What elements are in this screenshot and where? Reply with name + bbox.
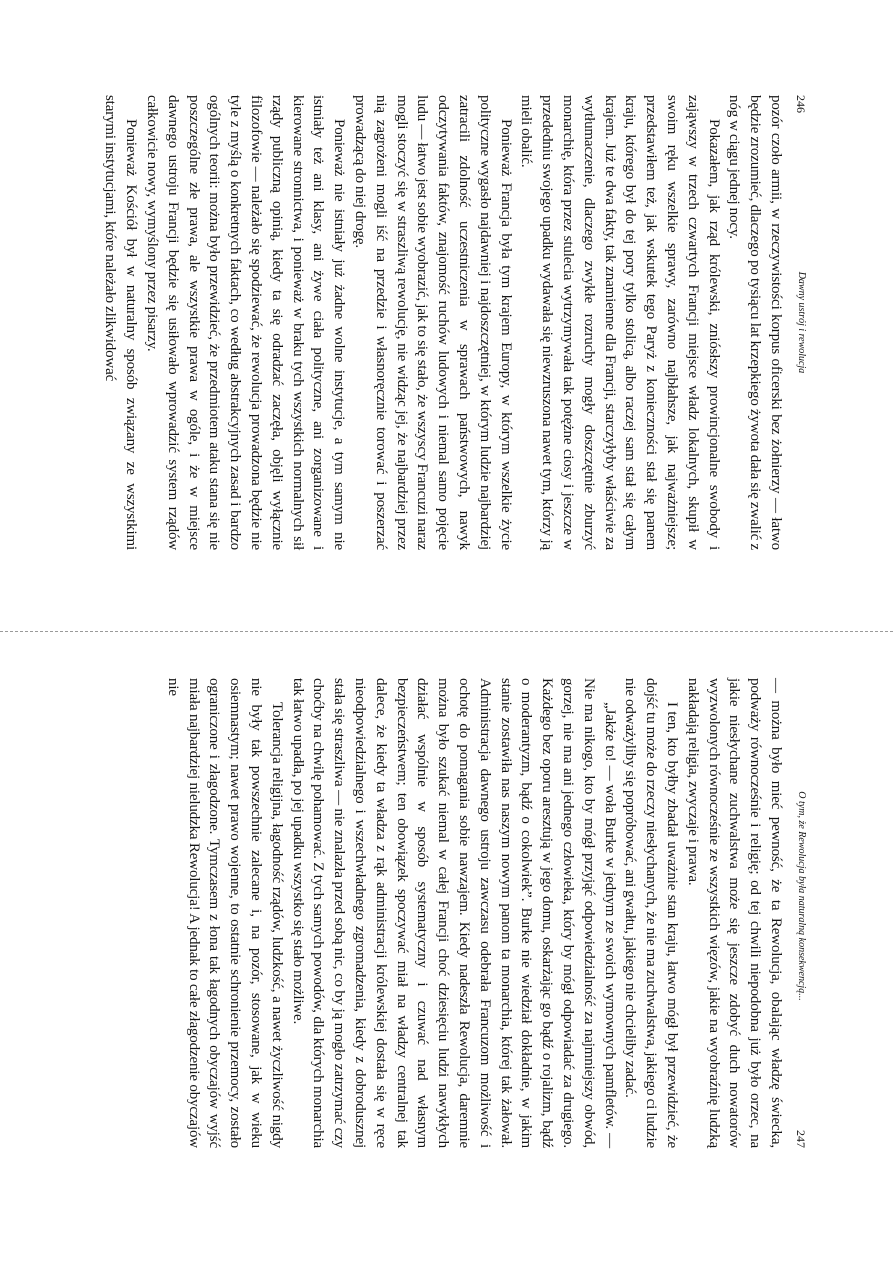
paragraph: I ten, kto byłby zbadał uważnie stan kraju, łatwo mógł był przewidzieć, że dojść tu może do rzeczy niesłychanych, że nie ma zuchwalstwa, jakiego ci ludzie nie odważyliby się popróbować, ani gwałtu, jakiego nie chcieliby zadać. — [622, 678, 681, 1148]
page-number-left: 246 — [794, 95, 808, 113]
running-head-title-left: Dawny ustrój i rewolucja — [796, 271, 807, 374]
running-head-left — [790, 95, 812, 550]
paragraph: Tolerancja religijna, łagodność rządów, ludzkość, a nawet życzliwość nigdy nie były tak powszechnie zalecane i, na pozór, stosowane, jak w wieku osiemnastym; nawet prawo wojenne, to ostatnie schronienie przemocy, zostało ograniczone i złagodzone. Tymczasem z łona tak łagodnych obyczajów wyjść miała najbardziej nieludzka Rewolucja! A jednak to całe złagodzenie obyczajów nie — [164, 678, 285, 1148]
running-head-right — [790, 678, 812, 1148]
right-page — [85, 678, 812, 1148]
paragraph: pozór czoło armii, w rzeczywistości korpus oficerski bez żołnierzy — łatwo będzie zrozumieć, dlaczego po tysiącu lat krzepkiego żywota dała się zwalić z nóg w ciągu jednej nocy. — [726, 95, 784, 550]
left-page-body — [100, 95, 786, 550]
running-head-title-right: O tym, że Rewolucja była naturalną konsekwencją... — [796, 791, 807, 1001]
left-page — [85, 95, 812, 550]
paragraph: — można było mieć pewność, że ta Rewolucja, obalając władzę świecka, podważy równocześnie i religię; od tej chwili niepodobna już było orzec, na jakie niesłychane zuchwalstwa może się jeszcze zdobyć duch nowatorów wyzwolonych równocześnie ze wszystkich więzów, jakie na wyobraźnię ludzką nakładają religia, zwyczaje i prawa. — [684, 678, 784, 1148]
paragraph: „Jakże to! — woła Burke w jednym ze swoich wymownych pamfletów. — Nie ma nikogo, kto by mógł przyjąć odpowiedzialność za najmniejszy obwód, gorzej, nie ma ani jednego człowieka, który by mógł odpowiadać za drugiego. Każdego bez oporu aresztują w jego domu, oskarżając go bądź o rojalizm, bądź o moderantyzm, bądź o cokolwiek”. Burke nie wiedział dokładnie, w jakim stanie zostawiła nas naszym nowym panom ta monarchia, której tak żałował. Administracja dawnego ustroju zawczasu odebrała Francuzom możliwość i ochotę do pomagania sobie nawzajem. Kiedy nadeszła Rewolucja, daremnie można było szukać niemal w całej Francji choć dziesięciu ludzi nawykłych działać wspólnie w sposób systematyczny i czuwać nad własnym bezpieczeństwem; ten obowiązek spoczywać miał na władzy centralnej tak dalece, że kiedy ta władza z rąk administracji królewskiej dostała się w ręce nieodpowiedzialnego i wszechwładnego zgromadzenia, kiedy z dobrodusznej stała się straszliwa — nie znalazła przed sobą nic, co by ją mogło zatrzymać czy choćby na chwilę pohamować. Z tych samych powodów, dla których monarchia tak łatwo upadła, po jej upadku wszystko się stało możliwe. — [289, 678, 618, 1148]
paragraph: Ponieważ Kościół był w naturalny sposób związany ze wszystkimi starymi instytucjami, które należało zlikwidować — [102, 95, 140, 550]
page-gutter-divider — [0, 631, 893, 632]
right-page-body — [162, 678, 786, 1148]
paragraph: Ponieważ Francja była tym krajem Europy, w którym wszelkie życie polityczne wygasło najdawniej i najdoszczętniej, w którym ludzie najbardziej zatracili zdolność uczestniczenia w sprawach państwowych, nawyk odczytywania faktów, znajomość ruchów ludowych i niemal samo pojęcie ludu — łatwo jest sobie wyobrazić, jak to się stało, że wszyscy Francuzi naraz mogli stoczyć się w straszliwą rewolucję, nie widząc jej, że najbardziej przez nią zagrożeni mogli iść na przedzie i własnoręcznie torować i poszerzać prowadzącą do niej drogę. — [352, 95, 514, 550]
paragraph: Pokazałem, jak rząd królewski, zniósłszy prowincjonalne swobody i zająwszy w trzech czwartych Francji miejsce władz lokalnych, skupił w swoim ręku wszelkie sprawy, zarówno najbłahsze, jak najważniejsze; przedstawiłem też, jak wskutek tego Paryż z konieczności stał się panem kraju, którego był do tej pory tylko stolicą, albo raczej sam stał się całym krajem. Już te dwa fakty, tak znamienne dla Francji, starczyłyby właściwie za wytłumaczenie, dlaczego zwykłe rozruchy mogły doszczętnie zburzyć monarchię, która przez stulecia wytrzymywała tak potężne ciosy i jeszcze w przededniu swojego upadku wydawała się niewzruszona nawet tym, którzy ją mieli obalić. — [518, 95, 722, 550]
page-number-right: 247 — [794, 1130, 808, 1148]
paragraph: Ponieważ nie istniały już żadne wolne instytucje, a tym samym nie istniały też ani klasy, ani żywe ciała polityczne, ani zorganizowane i kierowane stronnictwa, i ponieważ w braku tych wszystkich normalnych sił rządy publiczną opinią, kiedy ta się odradzać zaczęła, objęli wyłącznie filozofowie — należało się spodziewać, że rewolucja prowadzona będzie nie tyle z myślą o konkretnych faktach, co według abstrakcyjnych zasad i bardzo ogólnych teorii: można było przewidzieć, że przedmiotem ataku stana się nie poszczególne złe prawa, ale wszystkie prawa w ogóle, i że w miejsce dawnego ustroju Francji będzie się usiłowało wprowadzić system rządów całkowicie nowy, wymyślony przez pisarzy. — [144, 95, 348, 550]
